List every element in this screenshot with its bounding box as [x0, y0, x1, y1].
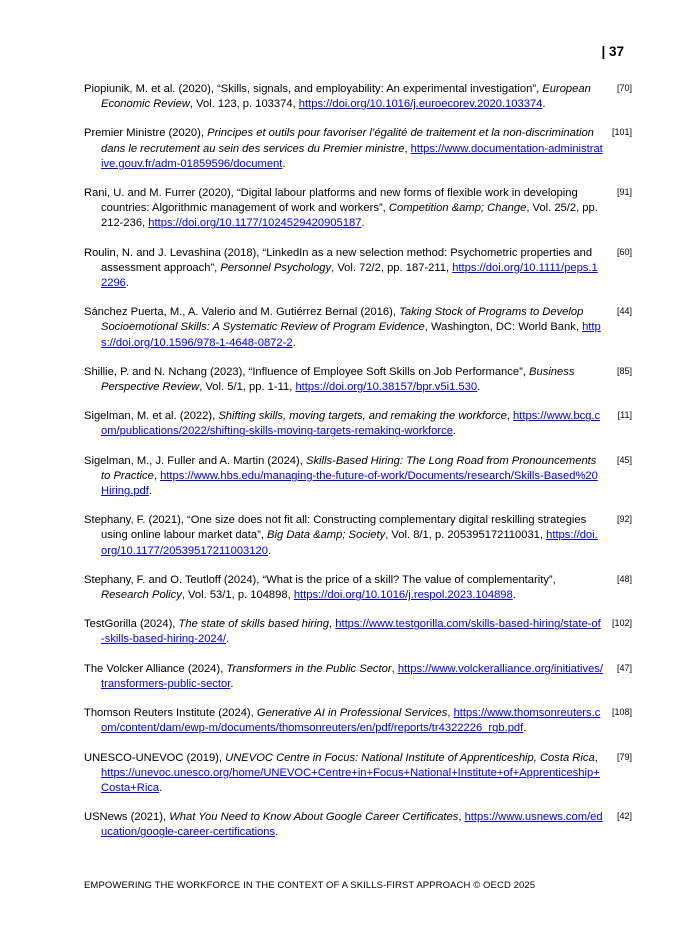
reference-segment: .	[452, 425, 457, 438]
reference-segment: Premier Ministre (2020),	[84, 127, 208, 140]
reference-entry	[84, 617, 632, 647]
reference-text	[84, 513, 603, 559]
page-footer: EMPOWERING THE WORKFORCE IN THE CONTEXT OF A SKILLS-FIRST APPROACH © OECD 2025	[84, 880, 536, 891]
reference-title: Big Data &amp; Society	[267, 529, 386, 542]
reference-entry	[84, 365, 632, 395]
reference-title: European Economic Review	[101, 83, 591, 111]
reference-segment: .	[148, 485, 152, 498]
reference-number: [79]	[616, 751, 632, 762]
reference-link[interactable]: https://doi.org/10.1177/20539517211003120	[101, 529, 598, 557]
reference-text	[84, 706, 603, 736]
reference-segment: ,	[458, 811, 465, 824]
reference-link[interactable]: https://www.volckeralliance.org/initiatives/transformers-public-sector	[101, 662, 603, 690]
reference-entry	[84, 305, 632, 351]
reference-link[interactable]: https://www.bcg.com/publications/2022/shifting-skills-moving-targets-remaking-workforce	[101, 410, 601, 438]
reference-segment: .	[512, 589, 516, 602]
reference-text	[84, 186, 603, 232]
reference-list	[84, 82, 632, 841]
reference-segment: .	[267, 544, 272, 557]
reference-number: [108]	[611, 707, 632, 718]
reference-number: [91]	[616, 187, 632, 198]
reference-text	[84, 751, 603, 797]
reference-number: [44]	[616, 306, 632, 317]
reference-title: Competition &amp; Change	[388, 202, 527, 215]
reference-link[interactable]: https://doi.org/10.1596/978-1-4648-0872-2	[101, 321, 601, 349]
reference-number: [11]	[617, 410, 632, 421]
reference-segment: Stephany, F. (2021), “One size does not fit all: Constructing complementary digital reskilling strategies using online labour market data”,	[84, 514, 587, 542]
reference-segment: .	[225, 633, 230, 646]
reference-segment: Sigelman, M., J. Fuller and A. Martin (2024),	[84, 454, 306, 467]
reference-segment: The Volcker Alliance (2024),	[84, 662, 227, 675]
reference-segment: , Vol. 5/1, pp. 1-11,	[199, 381, 296, 394]
reference-text	[84, 82, 603, 112]
reference-number: [45]	[616, 454, 632, 465]
reference-segment: .	[361, 217, 365, 230]
reference-segment: .	[282, 157, 286, 170]
reference-number: [102]	[611, 618, 632, 629]
reference-text	[84, 662, 603, 692]
reference-segment: Shillie, P. and N. Nchang (2023), “Influence of Employee Soft Skills on Job Performance”,	[84, 365, 530, 378]
reference-number: [60]	[616, 246, 632, 257]
reference-entry	[84, 513, 632, 559]
reference-segment: Piopiunik, M. et al. (2020), “Skills, signals, and employability: An experimental investigation”,	[84, 83, 543, 95]
reference-segment: .	[159, 781, 163, 794]
reference-link[interactable]: https://www.thomsonreuters.com/content/dam/ewp-m/documents/thomsonreuters/en/pdf/reports/tr4322226_rgb.pdf	[101, 707, 601, 735]
reference-text	[84, 454, 603, 500]
reference-link[interactable]: https://www.documentation-administrative.gouv.fr/adm-01859596/document	[101, 142, 603, 170]
reference-title: The state of skills based hiring	[178, 618, 330, 631]
reference-segment: ,	[594, 751, 598, 764]
reference-segment: .	[125, 277, 129, 290]
reference-segment: , Washington, DC: World Bank,	[424, 321, 583, 334]
reference-link[interactable]: https://www.hbs.edu/managing-the-future-of-work/Documents/research/Skills-Based%20Hiring.pdf	[101, 469, 598, 498]
reference-entry	[84, 126, 632, 172]
reference-title: Personnel Psychology	[220, 261, 332, 274]
reference-number: [48]	[616, 573, 632, 584]
reference-segment: ,	[391, 662, 398, 675]
reference-text	[84, 365, 603, 395]
reference-link[interactable]: https://www.usnews.com/education/google-career-certifications	[101, 811, 603, 839]
reference-segment: TestGorilla (2024),	[84, 618, 179, 631]
reference-link[interactable]: https://doi.org/10.1016/j.euroecorev.2020.103374	[298, 98, 543, 111]
reference-entry	[84, 751, 632, 797]
reference-segment: ,	[404, 142, 411, 155]
reference-segment: , Vol. 25/2, pp. 212-236,	[101, 202, 598, 230]
reference-segment: , Vol. 53/1, p. 104898,	[181, 589, 294, 602]
reference-text	[84, 305, 603, 351]
reference-text	[84, 617, 603, 647]
reference-number: [47]	[616, 662, 632, 673]
reference-title: Skills-Based Hiring: The Long Road from Pronouncements to Practice	[101, 454, 597, 482]
reference-link[interactable]: https://doi.org/10.38157/bpr.v5i1.530	[295, 381, 478, 394]
reference-title: UNEVOC Centre in Focus: National Institute of Apprenticeship, Costa Rica	[225, 751, 595, 764]
reference-segment: .	[230, 677, 234, 690]
reference-segment: Roulin, N. and J. Levashina (2018), “LinkedIn as a new selection method: Psychometric properties and assessment approach”,	[84, 246, 593, 274]
reference-text	[84, 409, 603, 439]
reference-number: [85]	[616, 365, 632, 376]
reference-segment: ,	[329, 618, 336, 631]
reference-number: [70]	[616, 83, 632, 93]
reference-entry	[84, 573, 632, 603]
reference-segment: ,	[447, 707, 454, 720]
reference-number: [42]	[616, 811, 632, 822]
reference-segment: , Vol. 8/1, p. 205395172110031,	[385, 529, 547, 542]
reference-entry	[84, 409, 632, 439]
reference-entry	[84, 706, 632, 736]
reference-segment: Sigelman, M. et al. (2022),	[84, 410, 219, 423]
reference-segment: Thomson Reuters Institute (2024),	[84, 707, 257, 720]
reference-title: Business Perspective Review	[101, 365, 575, 394]
reference-segment: USNews (2021),	[84, 811, 170, 824]
page-number: | 37	[601, 44, 624, 59]
reference-segment: ,	[153, 469, 161, 482]
reference-segment: Sánchez Puerta, M., A. Valerio and M. Gutiérrez Bernal (2016),	[84, 306, 400, 319]
reference-title: Principes et outils pour favoriser l’égalité de traitement et la non-discrimination dans le recrutement au sein des services du Premier ministre	[101, 127, 594, 155]
reference-title: Taking Stock of Programs to Develop Socioemotional Skills: A Systematic Review of Program Evidence	[101, 306, 584, 334]
reference-segment: Stephany, F. and O. Teutloff (2024), “What is the price of a skill? The value of complementarity”,	[84, 573, 556, 586]
reference-segment: ,	[506, 410, 514, 423]
reference-segment: , Vol. 123, p. 103374,	[189, 98, 299, 111]
reference-title: What You Need to Know About Google Career Certificates	[169, 811, 459, 824]
reference-segment: .	[275, 826, 279, 839]
reference-title: Generative AI in Professional Services	[256, 707, 448, 720]
reference-text	[84, 573, 603, 603]
reference-text	[84, 810, 603, 840]
reference-link[interactable]: https://doi.org/10.1016/j.respol.2023.104898	[293, 589, 513, 602]
reference-number: [92]	[616, 514, 632, 525]
reference-text	[84, 126, 603, 172]
reference-entry	[84, 662, 632, 692]
reference-title: Research Policy	[101, 589, 182, 602]
reference-segment: , Vol. 72/2, pp. 187-211,	[331, 261, 453, 274]
reference-segment: Rani, U. and M. Furrer (2020), “Digital labour platforms and new forms of flexible work in developing countries: Algorithmic management of work and workers”,	[84, 187, 578, 215]
reference-link[interactable]: https://doi.org/10.1177/1024529420905187	[148, 217, 362, 230]
reference-number: [101]	[611, 127, 632, 138]
reference-entry	[84, 82, 632, 112]
reference-link[interactable]: https://doi.org/10.1111/peps.12296	[101, 261, 598, 290]
reference-segment: .	[523, 722, 527, 735]
reference-segment: .	[477, 381, 481, 394]
reference-link[interactable]: https://www.testgorilla.com/skills-based-hiring/state-of-skills-based-hiring-2024/	[101, 618, 601, 646]
reference-entry	[84, 810, 632, 840]
reference-entry	[84, 246, 632, 292]
reference-link[interactable]: https://unevoc.unesco.org/home/UNEVOC+Centre+in+Focus+National+Institute+of+Apprenticeship+Costa+Rica	[101, 766, 600, 794]
reference-segment: .	[292, 336, 296, 349]
reference-segment: .	[542, 98, 546, 111]
reference-entry	[84, 454, 632, 500]
reference-text	[84, 246, 603, 292]
reference-segment: UNESCO-UNEVOC (2019),	[84, 751, 226, 764]
reference-title: Transformers in the Public Sector	[226, 662, 392, 675]
reference-entry	[84, 186, 632, 232]
reference-title: Shifting skills, moving targets, and remaking the workforce	[218, 410, 507, 423]
